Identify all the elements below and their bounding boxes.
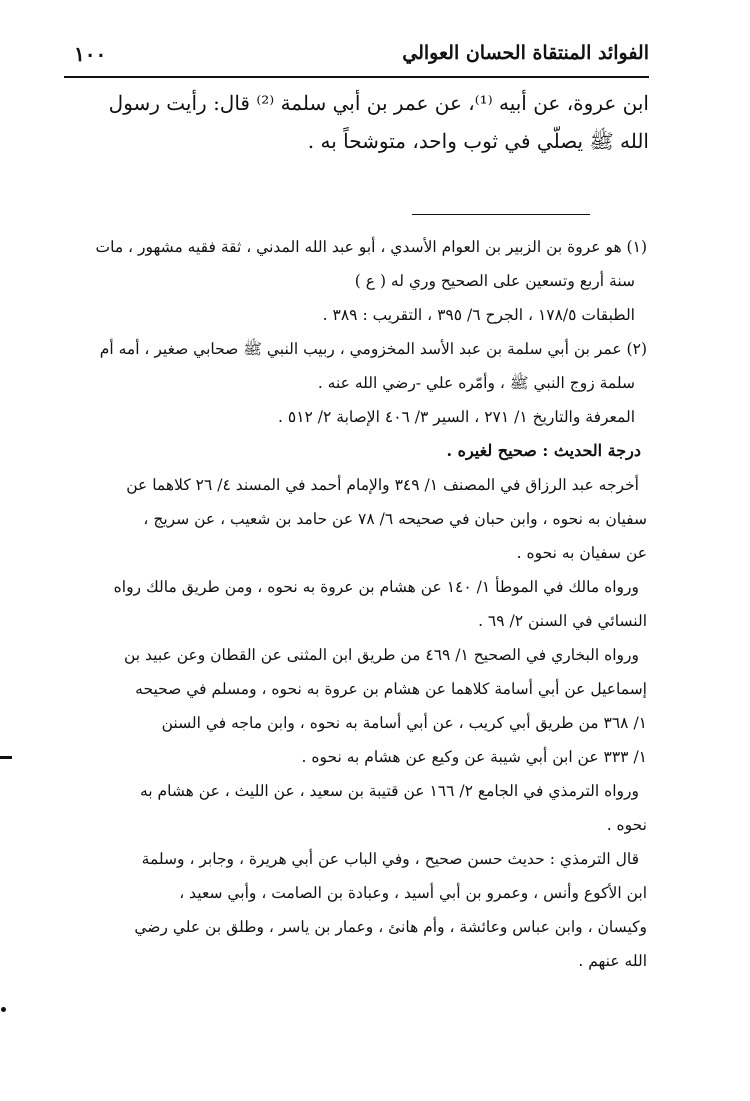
margin-mark [0,756,12,759]
takhrij-line: أخرجه عبد الرزاق في المصنف ١/ ٣٤٩ والإمام أحمد في المسند ٤/ ٢٦ كلاهما عن [126,476,639,494]
footnote-sources: الطبقات ١٧٨/٥ ، الجرح ٦/ ٣٩٥ ، التقريب : ٣٨٩ . [322,306,635,324]
takhrij-paragraph [64,774,649,842]
main-text [64,84,649,160]
footnote-sources: المعرفة والتاريخ ١/ ٢٧١ ، السير ٣/ ٤٠٦ الإصابة ٢/ ٥١٢ . [278,408,635,426]
takhrij-line: عن سفيان به نحوه . [516,544,647,562]
takhrij-line: ١/ ٣٣٣ عن ابن أبي شيبة عن وكيع عن هشام به نحوه . [301,748,647,766]
main-text-line: ابن عروة، عن أبيه ⁽¹⁾، عن عمر بن أبي سلمة ⁽²⁾ قال: رأيت رسول [108,91,649,115]
page-number: ١٠٠ [74,42,107,66]
running-title: الفوائد المنتقاة الحسان العوالي [402,42,649,64]
hadith-grade-heading: درجة الحديث : صحيح لغيره . [446,441,641,460]
takhrij-line: ابن الأكوع وأنس ، وعمرو بن أبي أسيد ، وعبادة بن الصامت ، وأبي سعيد ، [179,884,647,902]
takhrij-line: قال الترمذي : حديث حسن صحيح ، وفي الباب عن أبي هريرة ، وجابر ، وسلمة [141,850,639,868]
takhrij-line: ورواه مالك في الموطأ ١/ ١٤٠ عن هشام بن عروة به نحوه ، ومن طريق مالك رواه [113,578,639,596]
takhrij-line: ١/ ٣٦٨ من طريق أبي كريب ، عن أبي أسامة به نحوه ، وابن ماجه في السنن [161,714,647,732]
takhrij-line: وكيسان ، وابن عباس وعائشة ، وأم هانئ ، وعمار بن ياسر ، وطلق بن علي رضي [134,918,647,936]
takhrij-paragraph [64,638,649,774]
takhrij-line: سفيان به نحوه ، وابن حبان في صحيحه ٦/ ٧٨ عن حامد بن شعيب ، عن سريج ، [143,510,647,528]
footnote-line: (١) هو عروة بن الزبير بن العوام الأسدي ، أبو عبد الله المدني ، ثقة فقيه مشهور ، مات [95,238,647,256]
footnote-2 [64,332,649,434]
takhrij-line: إسماعيل عن أبي أسامة كلاهما عن هشام بن عروة به نحوه ، ومسلم في صحيحه [135,680,647,698]
takhrij-line: الله عنهم . [578,952,647,970]
footnotes-section [64,230,649,978]
takhrij-line: النسائي في السنن ٢/ ٦٩ . [478,612,647,630]
takhrij-line: ورواه البخاري في الصحيح ١/ ٤٦٩ من طريق ابن المثنى عن القطان وعن عبيد بن [124,646,639,664]
footnote-1 [64,230,649,332]
takhrij-line: نحوه . [606,816,647,834]
takhrij-paragraph [64,570,649,638]
footnote-line: سلمة زوج النبي ﷺ ، وأمّره علي -رضي الله عنه . [317,374,635,392]
takhrij-paragraph [64,842,649,978]
footnote-line: (٢) عمر بن أبي سلمة بن عبد الأسد المخزومي ، ربيب النبي ﷺ صحابي صغير ، أمه أم [99,340,647,358]
takhrij-paragraph [64,468,649,570]
footnote-line: سنة أربع وتسعين على الصحيح وري له ( ع ) [354,272,635,290]
main-text-line: الله ﷺ يصلّي في ثوب واحد، متوشحاً به . [307,129,649,153]
margin-dot [1,1007,6,1012]
takhrij-line: ورواه الترمذي في الجامع ٢/ ١٦٦ عن قتيبة بن سعيد ، عن الليث ، عن هشام به [139,782,639,800]
page-header [64,36,649,78]
footnote-separator [412,214,590,215]
